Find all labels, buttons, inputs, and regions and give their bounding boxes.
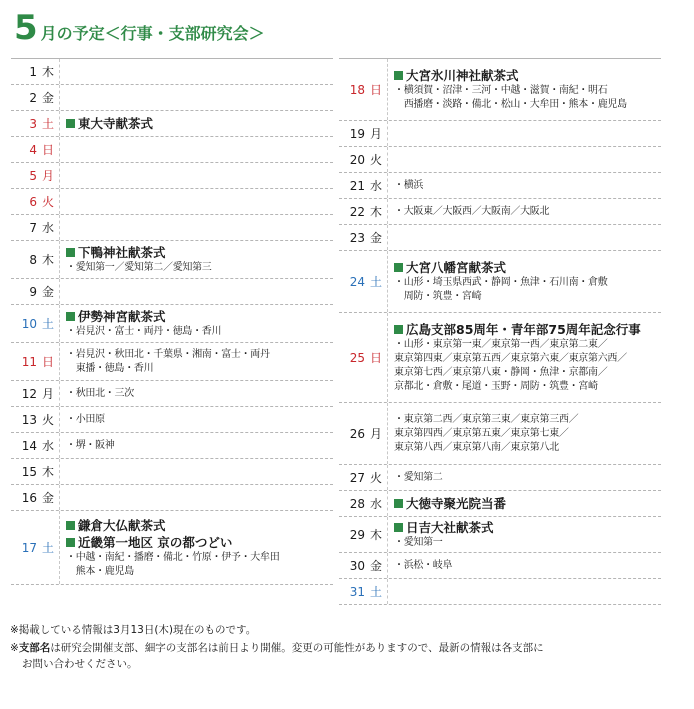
weekday: 月: [41, 387, 54, 401]
schedule-row: [11, 433, 333, 459]
weekday: 日: [41, 143, 54, 157]
weekday: 水: [41, 221, 54, 235]
event-cell: [59, 189, 333, 214]
event-cell: [59, 111, 333, 136]
schedule-row: [11, 137, 333, 163]
schedule-row: [339, 491, 661, 517]
day-cell: [11, 85, 59, 110]
day-cell: [339, 465, 387, 490]
schedule-row: [339, 59, 661, 121]
weekday: 火: [369, 153, 382, 167]
event-title: 大徳寺聚光院当番: [394, 495, 657, 512]
schedule-row: [11, 305, 333, 343]
weekday: 金: [41, 285, 54, 299]
day-number: 23: [349, 230, 365, 245]
branch-list: 西播磨・淡路・備北・松山・大牟田・熊本・鹿児島: [394, 99, 627, 110]
day-number: 31: [349, 584, 365, 599]
weekday: 土: [41, 541, 54, 555]
schedule-row: [11, 111, 333, 137]
day-number: 22: [349, 204, 365, 219]
branch-list: ・堺・阪神: [66, 439, 115, 451]
event-cell: [59, 215, 333, 240]
event-title: 日吉大社献茶式: [394, 519, 657, 536]
weekday: 日: [369, 351, 382, 365]
day-cell: [11, 111, 59, 136]
day-cell: [11, 407, 59, 432]
schedule-row: [339, 465, 661, 491]
event-cell: [59, 433, 333, 458]
day-number: 20: [349, 152, 365, 167]
event-title: 下鴨神社献茶式: [66, 244, 329, 261]
event-cell: [387, 121, 661, 146]
event-cell: [59, 137, 333, 162]
day-cell: [339, 121, 387, 146]
day-cell: [11, 163, 59, 188]
day-number: 28: [349, 496, 365, 511]
green-square-icon: [66, 119, 75, 128]
event-title: 東大寺献茶式: [66, 115, 329, 132]
green-square-icon: [66, 248, 75, 257]
weekday: 水: [369, 497, 382, 511]
day-number: 11: [21, 354, 37, 369]
schedule-row: [339, 553, 661, 579]
weekday: 月: [41, 169, 54, 183]
branch-list: ・中越・南紀・播磨・備北・竹原・伊予・大牟田: [66, 551, 280, 563]
footnote-branch: ※支部名は研究会開催支部、細字の支部名は前日より開催。変更の可能性がありますので、最新の情報は各支部に: [10, 642, 544, 654]
event-cell: [59, 407, 333, 432]
event-cell: [59, 163, 333, 188]
day-number: 16: [21, 490, 37, 505]
green-square-icon: [66, 312, 75, 321]
event-cell: [387, 147, 661, 172]
schedule-row: [11, 241, 333, 279]
weekday: 土: [41, 317, 54, 331]
day-number: 15: [21, 464, 37, 479]
branch-list: ・浜松・岐阜: [394, 559, 453, 571]
weekday: 日: [369, 83, 382, 97]
day-number: 24: [349, 274, 365, 289]
day-cell: [339, 147, 387, 172]
weekday: 水: [369, 179, 382, 193]
schedule-row: [11, 215, 333, 241]
branch-list: ・山形・東京第一東／東京第一西／東京第二東／: [394, 339, 608, 350]
branch-list: 熊本・鹿児島: [66, 565, 134, 577]
day-cell: [339, 517, 387, 552]
weekday: 金: [369, 559, 382, 573]
branch-list: 東京第四西／東京第五東／東京第七東／: [394, 427, 569, 439]
day-cell: [339, 173, 387, 198]
schedule-row: [11, 279, 333, 305]
branch-list: 東京第四東／東京第五西／東京第六東／東京第六西／: [394, 353, 627, 364]
weekday: 金: [41, 91, 54, 105]
day-cell: [11, 215, 59, 240]
weekday: 日: [41, 355, 54, 369]
schedule-right-column: [339, 58, 661, 605]
day-cell: [339, 225, 387, 250]
event-cell: [387, 579, 661, 604]
event-cell: [59, 381, 333, 406]
day-number: 12: [21, 386, 37, 401]
branch-list: ・横須賀・沼津・三河・中越・滋賀・南紀・明石: [394, 85, 608, 96]
green-square-icon: [394, 325, 403, 334]
day-number: 25: [349, 350, 365, 365]
day-number: 1: [29, 64, 37, 79]
day-number: 29: [349, 527, 365, 542]
branch-list: ・小田原: [66, 413, 105, 425]
branch-list: ・横浜: [394, 179, 424, 191]
branch-list: 東京第七西／東京第八東・静岡・魚津・京都南／: [394, 367, 608, 378]
day-number: 14: [21, 438, 37, 453]
event-cell: [59, 459, 333, 484]
day-cell: [11, 305, 59, 342]
green-square-icon: [394, 523, 403, 532]
event-cell: [59, 485, 333, 510]
day-cell: [11, 459, 59, 484]
branch-list: ・岩見沢・富士・両丹・徳島・香川: [66, 326, 222, 337]
weekday: 月: [369, 127, 382, 141]
green-square-icon: [394, 263, 403, 272]
day-number: 8: [29, 252, 37, 267]
schedule-row: [339, 579, 661, 605]
weekday: 火: [41, 413, 54, 427]
event-cell: [387, 517, 661, 552]
day-cell: [11, 381, 59, 406]
event-cell: [59, 85, 333, 110]
schedule-row: [11, 459, 333, 485]
weekday: 月: [369, 427, 382, 441]
weekday: 木: [41, 65, 54, 79]
schedule-row: [11, 381, 333, 407]
branch-list: 東京第八西／東京第八南／東京第八北: [394, 441, 559, 453]
schedule-row: [339, 173, 661, 199]
day-number: 5: [29, 168, 37, 183]
weekday: 火: [369, 471, 382, 485]
branch-list: 東播・徳島・香川: [66, 362, 154, 374]
event-cell: [387, 199, 661, 224]
day-cell: [11, 137, 59, 162]
day-number: 30: [349, 558, 365, 573]
event-title: 伊勢神宮献茶式: [66, 308, 329, 325]
day-number: 10: [21, 316, 37, 331]
day-number: 7: [29, 220, 37, 235]
weekday: 木: [41, 465, 54, 479]
branch-list: 周防・筑豊・宮崎: [394, 291, 482, 302]
footnote-contact: お問い合わせください。: [22, 658, 138, 670]
day-number: 4: [29, 142, 37, 157]
schedule-row: [11, 485, 333, 511]
schedule-row: [339, 313, 661, 403]
weekday: 土: [369, 585, 382, 599]
branch-list: ・東京第二西／東京第三東／東京第三西／: [394, 413, 579, 425]
day-number: 18: [349, 82, 365, 97]
event-cell: [387, 251, 661, 312]
schedule-row: [11, 511, 333, 585]
event-cell: [59, 59, 333, 84]
footnote-date: ※掲載している情報は3月13日(木)現在のものです。: [10, 624, 257, 636]
schedule-row: [339, 121, 661, 147]
schedule-row: [339, 517, 661, 553]
event-cell: [387, 225, 661, 250]
event-cell: [387, 173, 661, 198]
branch-list: ・岩見沢・秋田北・千葉県・湘南・富士・両丹: [66, 348, 270, 360]
day-number: 3: [29, 116, 37, 131]
schedule-left-column: [11, 58, 333, 585]
green-square-icon: [66, 521, 75, 530]
event-cell: [387, 59, 661, 120]
branch-list: ・大阪東／大阪西／大阪南／大阪北: [394, 205, 550, 217]
event-cell: [387, 553, 661, 578]
day-cell: [339, 553, 387, 578]
event-title: 大宮八幡宮献茶式: [394, 259, 657, 276]
day-cell: [11, 59, 59, 84]
day-number: 6: [29, 194, 37, 209]
branch-list: ・山形・埼玉県西武・静岡・魚津・石川南・倉敷: [394, 277, 608, 288]
schedule-row: [339, 225, 661, 251]
day-number: 19: [349, 126, 365, 141]
schedule-row: [11, 407, 333, 433]
schedule-row: [11, 85, 333, 111]
event-title: 広島支部85周年・青年部75周年記念行事: [394, 321, 657, 338]
branch-list: 京都北・倉敷・尾道・玉野・周防・筑豊・宮崎: [394, 381, 598, 392]
schedule-row: [11, 163, 333, 189]
day-number: 13: [21, 412, 37, 427]
day-cell: [339, 251, 387, 312]
event-cell: [59, 305, 333, 342]
day-cell: [11, 241, 59, 278]
event-cell: [59, 279, 333, 304]
event-cell: [387, 313, 661, 402]
weekday: 土: [369, 275, 382, 289]
month-number: 5: [14, 8, 38, 48]
day-cell: [11, 511, 59, 584]
day-cell: [339, 403, 387, 464]
day-cell: [11, 485, 59, 510]
day-cell: [339, 199, 387, 224]
event-cell: [59, 511, 333, 584]
branch-list: ・愛知第一／愛知第二／愛知第三: [66, 262, 212, 273]
day-cell: [339, 491, 387, 516]
weekday: 土: [41, 117, 54, 131]
weekday: 水: [41, 439, 54, 453]
schedule-row: [339, 199, 661, 225]
day-number: 17: [21, 540, 37, 555]
day-cell: [11, 433, 59, 458]
event-cell: [59, 343, 333, 380]
schedule-row: [11, 59, 333, 85]
day-cell: [339, 59, 387, 120]
event-cell: [59, 241, 333, 278]
day-cell: [11, 279, 59, 304]
branch-list: ・秋田北・三次: [66, 387, 134, 399]
branch-list: ・愛知第二: [394, 471, 443, 483]
event-cell: [387, 465, 661, 490]
event-cell: [387, 403, 661, 464]
schedule-row: [11, 189, 333, 215]
day-cell: [339, 579, 387, 604]
day-number: 21: [349, 178, 365, 193]
event-title: 鎌倉大仏献茶式: [66, 517, 329, 534]
schedule-row: [339, 403, 661, 465]
weekday: 金: [369, 231, 382, 245]
page-title: [14, 8, 265, 50]
weekday: 火: [41, 195, 54, 209]
schedule-row: [339, 251, 661, 313]
day-number: 9: [29, 284, 37, 299]
day-number: 2: [29, 90, 37, 105]
event-title: 近畿第一地区 京の都つどい: [66, 534, 329, 551]
weekday: 金: [41, 491, 54, 505]
schedule-row: [11, 343, 333, 381]
event-cell: [387, 491, 661, 516]
day-cell: [11, 189, 59, 214]
event-title: 大宮氷川神社献茶式: [394, 67, 657, 84]
day-cell: [11, 343, 59, 380]
green-square-icon: [394, 499, 403, 508]
schedule-row: [339, 147, 661, 173]
weekday: 木: [41, 253, 54, 267]
branch-list: ・愛知第一: [394, 537, 443, 548]
day-number: 27: [349, 470, 365, 485]
green-square-icon: [394, 71, 403, 80]
weekday: 木: [369, 205, 382, 219]
day-cell: [339, 313, 387, 402]
title-text: 月の予定＜行事・支部研究会＞: [40, 24, 265, 43]
weekday: 木: [369, 528, 382, 542]
day-number: 26: [349, 426, 365, 441]
green-square-icon: [66, 538, 75, 547]
